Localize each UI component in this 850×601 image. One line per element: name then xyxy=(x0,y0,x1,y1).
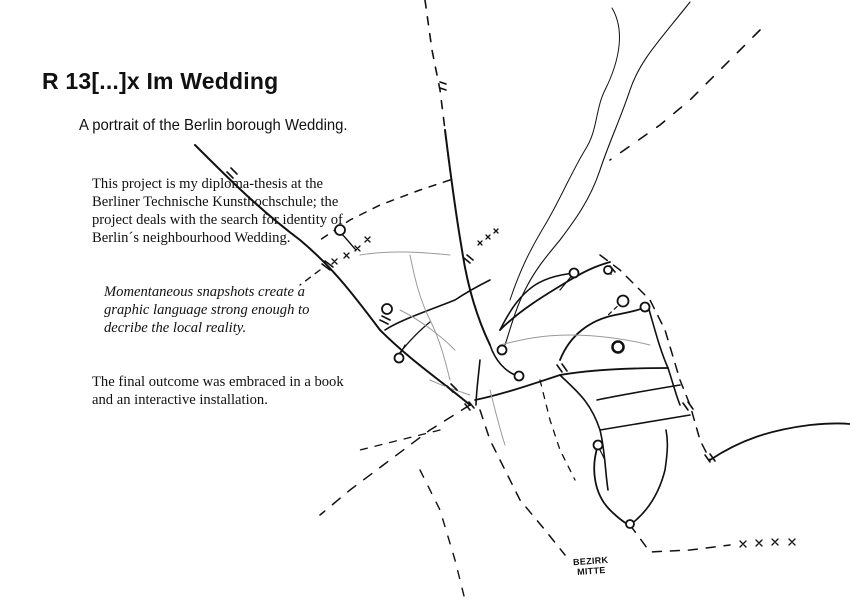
map-node xyxy=(382,304,392,314)
road-lower xyxy=(560,375,608,490)
map-node xyxy=(515,372,524,381)
map-node xyxy=(618,296,629,307)
boundary-se xyxy=(540,380,575,480)
road-curve-south xyxy=(594,445,630,525)
project-description: This project is my diploma-thesis at the Berliner Technische Kunsthochschule; the project deals with the search for identity of Berlin´s neighbourhood Wedding. xyxy=(92,176,343,246)
boundary-bottom-left xyxy=(420,470,465,600)
map-node xyxy=(498,346,507,355)
road-north xyxy=(445,130,490,345)
map-node xyxy=(395,354,404,363)
road-sweep-east xyxy=(710,423,850,460)
map-node xyxy=(613,342,624,353)
road-south-east xyxy=(630,430,667,525)
street-thin-3 xyxy=(400,310,455,350)
project-quote: Momentaneous snapshots create a graphic language strong enough to decribe the local reality. xyxy=(104,284,310,336)
map-node xyxy=(604,266,612,274)
river-line xyxy=(505,2,690,345)
boundary-sse xyxy=(630,525,730,552)
river-line-2 xyxy=(510,8,619,300)
boundary-far-sw xyxy=(360,430,440,450)
boundary-east xyxy=(600,255,710,460)
boundary-ne xyxy=(610,30,760,160)
map-node xyxy=(626,520,634,528)
map-node xyxy=(594,441,603,450)
road-lower-2 xyxy=(600,415,690,430)
map-node xyxy=(570,269,579,278)
district-label-line2: MITTE xyxy=(576,565,606,577)
street-thin-5 xyxy=(490,390,505,445)
district-label-line1: BEZIRK xyxy=(572,554,609,568)
street-thin-6 xyxy=(430,380,470,395)
street-thin-1 xyxy=(360,252,450,255)
map-node xyxy=(641,303,650,312)
district-label xyxy=(567,554,614,577)
page-subtitle: A portrait of the Berlin borough Wedding. xyxy=(79,117,348,134)
boundary-sw xyxy=(320,405,470,515)
road-loop xyxy=(560,306,648,360)
page-title: R 13[...]x Im Wedding xyxy=(42,68,279,94)
road-east-lower xyxy=(597,385,680,400)
boundary-south xyxy=(480,410,565,555)
project-outcome: The final outcome was embraced in a book and an interactive installation. xyxy=(92,374,344,408)
road-south-branch xyxy=(475,368,668,400)
road-central-east xyxy=(500,262,610,330)
